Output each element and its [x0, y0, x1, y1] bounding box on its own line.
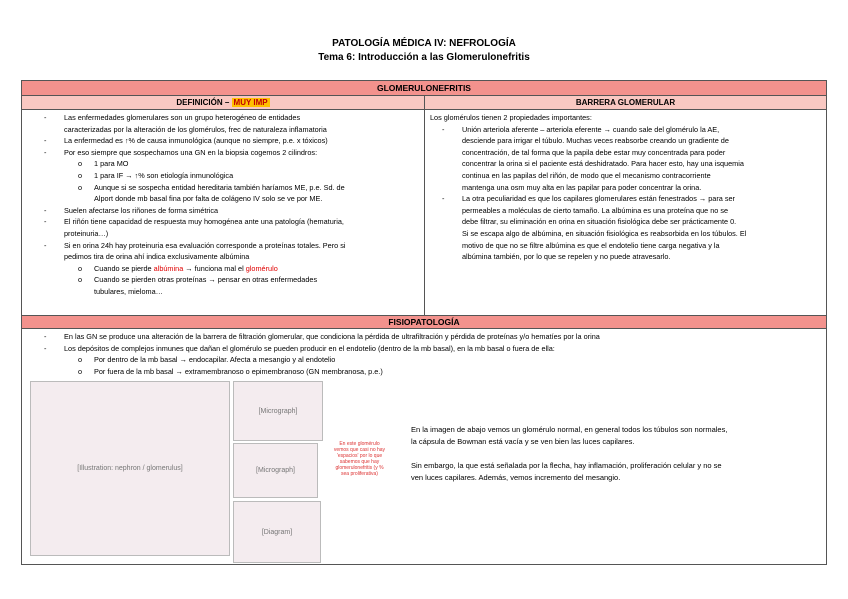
section-header-glomerulonefritis: GLOMERULONEFRITIS: [22, 81, 826, 96]
sub-list-item: o 1 para MO: [32, 158, 420, 170]
subheader-definicion-label: DEFINICIÓN –: [176, 98, 230, 107]
subheader-definicion: [22, 96, 425, 110]
image-explanation-line: la cápsula de Bowman está vacía y se ven bien las luces capilares.: [411, 437, 635, 446]
text-fragment: → funciona mal el: [185, 263, 244, 273]
list-item-continuation: albúmina también, por lo que se repelen y no puede atravesarlo.: [462, 252, 671, 262]
sub-list-item-continuation: Alport donde mb basal fina por falta de colágeno IV solo se ve por ME.: [94, 194, 323, 204]
list-item-continuation: concentrar la orina si el paciente está deshidratado. Para hacer esto, hay una isquemia: [462, 159, 744, 169]
content-table: [21, 80, 827, 565]
list-item-continuation: continua en las papilas del riñón, de modo que el mecanismo contracorriente: [462, 170, 711, 180]
list-item: - Por eso siempre que sospechamos una GN en la biopsia cogemos 2 cilindros:: [32, 147, 420, 159]
list-item: - Si en orina 24h hay proteinuria esa evaluación corresponde a proteínas totales. Pero si: [32, 240, 420, 252]
list-item-continuation: debe filtrar, su eliminación en orina en situación fisiológica debe ser prácticamente 0.: [462, 217, 737, 227]
list-item-continuation: pedimos tira de orina ahí indica exclusivamente albúmina: [64, 252, 250, 262]
glomerulus-diagram-image: [Diagram]: [233, 501, 321, 563]
list-item-continuation: motivo de que no se filtre albúmina es que el endotelio tiene carga negativa y la: [462, 240, 720, 250]
document-subtitle: Tema 6: Introducción a las Glomerulonefritis: [318, 52, 530, 63]
barrera-column: [425, 110, 826, 315]
list-item-continuation: concentración, de tal forma que la papila debe estar muy concentrada para poder: [462, 147, 726, 157]
list-item: - El riñón tiene capacidad de respuesta muy homogénea ante una patología (hematuria,: [32, 216, 420, 228]
definicion-column: [22, 110, 425, 315]
histology-micrograph-1: [Micrograph]: [233, 381, 323, 441]
image-explanation-line: En la imagen de abajo vemos un glomérulo normal, en general todos los túbulos son normales,: [411, 425, 728, 434]
document-title: PATOLOGÍA MÉDICA IV: NEFROLOGÍA: [332, 38, 516, 49]
list-item-continuation: Si se escapa algo de albúmina, en situación fisiológica es reabsorbida en los túbulos. El: [462, 228, 747, 238]
list-item-continuation: permeables a moléculas de cierto tamaño. La albúmina es una proteína que no se: [462, 205, 729, 215]
list-item-continuation: caracterizadas por la alteración de los glomérulos, frec de naturaleza inflamatoria: [64, 124, 327, 134]
list-item: - Unión arteriola aferente – arteriola eferente → cuando sale del glomérulo la AE,: [430, 124, 822, 136]
list-item: - En las GN se produce una alteración de la barrera de filtración glomerular, que condiciona la pérdida de ultrafiltración y pérdida de proteínas y/o hematíes por la orina: [32, 331, 822, 343]
sub-list-item-continuation: tubulares, mieloma…: [94, 286, 163, 296]
text-fragment: Cuando se pierde: [94, 263, 152, 273]
importance-badge: MUY IMP: [233, 98, 268, 107]
sub-list-item: o Aunque si se sospecha entidad hereditaria también haríamos ME, p.e. Sd. de: [32, 182, 420, 194]
nephron-illustration-image: [Illustration: nephron / glomerulus]: [30, 381, 230, 556]
sub-list-item: o Cuando se pierden otras proteínas → pensar en otras enfermedades: [32, 274, 420, 286]
list-item-continuation: proteinuria…): [64, 228, 109, 238]
highlighted-term-albumina: albúmina: [153, 263, 184, 273]
sub-list-item-albumina: [32, 263, 420, 275]
highlighted-term-glomerulo: glomérulo: [245, 263, 278, 273]
list-item: - La otra peculiaridad es que los capilares glomerulares están fenestrados → para ser: [430, 193, 822, 205]
histology-micrograph-2: [Micrograph]: [233, 443, 318, 498]
image-explanation-line: ven luces capilares. Además, vemos incremento del mesangio.: [411, 473, 621, 482]
paragraph-intro: Los glomérulos tienen 2 propiedades importantes:: [430, 113, 592, 122]
list-item: - Las enfermedades glomerulares son un grupo heterogéneo de entidades: [32, 112, 420, 124]
sub-list-item: o Por fuera de la mb basal → extramembranoso o epimembranoso (GN membranosa, p.e.): [32, 366, 822, 378]
list-item: - La enfermedad es ↑% de causa inmunológica (aunque no siempre, p.e. x tóxicos): [32, 135, 420, 147]
fisiopatologia-body: [22, 329, 826, 377]
image-explanation-line: Sin embargo, la que está señalada por la flecha, hay inflamación, proliferación celular y no se: [411, 461, 722, 470]
image-caption: En este glomérulo vemos que casi no hay 'espacios' por lo que sabemos que hay glomerulonefritis (y % sea proliferativa): [333, 441, 386, 477]
subheader-barrera: BARRERA GLOMERULAR: [425, 96, 826, 110]
list-item-continuation: desciende para irrigar el túbulo. Muchas veces reabsorbe creando un gradiente de: [462, 136, 729, 146]
list-item: - Suelen afectarse los riñones de forma simétrica: [32, 205, 420, 217]
sub-list-item: o Por dentro de la mb basal → endocapilar. Afecta a mesangio y al endotelio: [32, 354, 822, 366]
list-item-continuation: mantenga una osm muy alta en las papilar para poder concentrar la orina.: [462, 182, 702, 192]
list-item: - Los depósitos de complejos inmunes que dañan el glomérulo se pueden producir en el endotelio (dentro de la mb basal), en la mb basal o fuera de ella:: [32, 343, 822, 355]
section-header-fisiopatologia: FISIOPATOLOGÍA: [22, 315, 826, 329]
sub-list-item: o 1 para IF → ↑% son etiología inmunológica: [32, 170, 420, 182]
